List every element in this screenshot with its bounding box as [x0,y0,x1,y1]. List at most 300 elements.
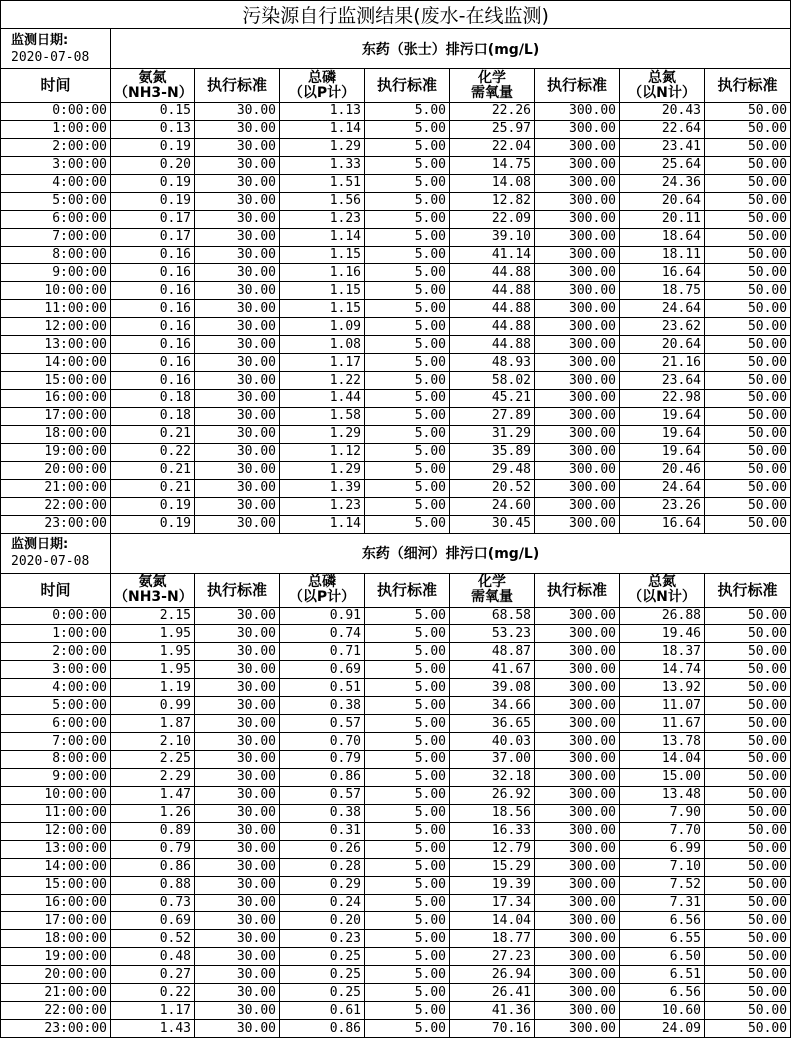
value-cell: 300.00 [535,264,620,282]
value-cell: 19.64 [620,407,705,425]
value-cell: 26.88 [620,607,705,625]
time-cell: 21:00:00 [1,984,111,1002]
value-cell: 300.00 [535,984,620,1002]
table-row [1,192,791,210]
value-cell: 30.00 [195,966,280,984]
value-cell: 1.09 [280,318,365,336]
value-cell: 0.17 [111,228,195,246]
value-cell: 20.64 [620,192,705,210]
value-cell: 26.94 [450,966,535,984]
value-cell: 26.92 [450,786,535,804]
value-cell: 15.00 [620,768,705,786]
value-cell: 300.00 [535,948,620,966]
value-cell: 24.64 [620,300,705,318]
value-cell: 1.14 [280,515,365,533]
table-row [1,1002,791,1020]
value-cell: 0.19 [111,174,195,192]
value-cell: 300.00 [535,407,620,425]
column-header: 总氮 （以N计） [620,69,705,103]
value-cell: 22.04 [450,138,535,156]
value-cell: 1.15 [280,282,365,300]
value-cell: 1.12 [280,443,365,461]
value-cell: 300.00 [535,733,620,751]
value-cell: 5.00 [365,425,450,443]
time-cell: 1:00:00 [1,625,111,643]
value-cell: 39.10 [450,228,535,246]
value-cell: 0.86 [280,1020,365,1038]
table-row [1,407,791,425]
value-cell: 0.91 [280,607,365,625]
value-cell: 53.23 [450,625,535,643]
column-header: 执行标准 [195,573,280,607]
date-label: 监测日期: [11,537,69,552]
value-cell: 5.00 [365,461,450,479]
value-cell: 44.88 [450,282,535,300]
value-cell: 50.00 [705,804,791,822]
value-cell: 300.00 [535,120,620,138]
column-header: 时间 [1,573,111,607]
section-header-row [1,533,791,573]
outlet-name: 东药（细河）排污口(mg/L) [111,533,791,573]
value-cell: 0.22 [111,443,195,461]
column-header: 执行标准 [535,573,620,607]
value-cell: 5.00 [365,497,450,515]
value-cell: 0.16 [111,354,195,372]
time-cell: 15:00:00 [1,876,111,894]
value-cell: 20.52 [450,479,535,497]
value-cell: 27.89 [450,407,535,425]
table-row [1,425,791,443]
value-cell: 300.00 [535,786,620,804]
value-cell: 0.25 [280,948,365,966]
value-cell: 6.51 [620,966,705,984]
value-cell: 300.00 [535,840,620,858]
value-cell: 6.50 [620,948,705,966]
value-cell: 50.00 [705,425,791,443]
value-cell: 5.00 [365,948,450,966]
value-cell: 17.34 [450,894,535,912]
section-header-row [1,29,791,69]
value-cell: 30.00 [195,930,280,948]
table-row [1,156,791,174]
value-cell: 40.03 [450,733,535,751]
time-cell: 10:00:00 [1,282,111,300]
value-cell: 30.00 [195,354,280,372]
value-cell: 30.00 [195,192,280,210]
value-cell: 18.11 [620,246,705,264]
table-row [1,733,791,751]
value-cell: 50.00 [705,156,791,174]
value-cell: 50.00 [705,354,791,372]
value-cell: 14.04 [620,751,705,769]
value-cell: 30.00 [195,515,280,533]
value-cell: 300.00 [535,156,620,174]
value-cell: 5.00 [365,697,450,715]
table-row [1,840,791,858]
value-cell: 6.99 [620,840,705,858]
value-cell: 50.00 [705,697,791,715]
value-cell: 5.00 [365,661,450,679]
value-cell: 300.00 [535,751,620,769]
value-cell: 2.29 [111,768,195,786]
time-cell: 22:00:00 [1,1002,111,1020]
value-cell: 5.00 [365,407,450,425]
time-cell: 20:00:00 [1,461,111,479]
value-cell: 1.22 [280,372,365,390]
table-row [1,282,791,300]
table-row [1,894,791,912]
value-cell: 5.00 [365,103,450,121]
value-cell: 30.00 [195,390,280,408]
value-cell: 41.67 [450,661,535,679]
value-cell: 1.95 [111,625,195,643]
value-cell: 50.00 [705,894,791,912]
value-cell: 22.26 [450,103,535,121]
time-cell: 1:00:00 [1,120,111,138]
value-cell: 300.00 [535,930,620,948]
value-cell: 20.64 [620,336,705,354]
value-cell: 7.10 [620,858,705,876]
value-cell: 0.79 [280,751,365,769]
table-row [1,804,791,822]
value-cell: 0.71 [280,643,365,661]
column-header: 氨氮 （NH3-N） [111,573,195,607]
value-cell: 44.88 [450,336,535,354]
value-cell: 30.00 [195,984,280,1002]
value-cell: 300.00 [535,103,620,121]
value-cell: 0.22 [111,984,195,1002]
value-cell: 50.00 [705,607,791,625]
value-cell: 14.04 [450,912,535,930]
value-cell: 0.70 [280,733,365,751]
value-cell: 1.15 [280,246,365,264]
value-cell: 0.21 [111,479,195,497]
value-cell: 0.13 [111,120,195,138]
value-cell: 0.16 [111,300,195,318]
value-cell: 300.00 [535,804,620,822]
date-label: 监测日期: [11,32,69,48]
table-row [1,948,791,966]
value-cell: 10.60 [620,1002,705,1020]
value-cell: 50.00 [705,174,791,192]
time-cell: 23:00:00 [1,1020,111,1038]
value-cell: 0.21 [111,461,195,479]
value-cell: 1.23 [280,497,365,515]
value-cell: 6.56 [620,984,705,1002]
column-header: 执行标准 [365,69,450,103]
table-row [1,607,791,625]
value-cell: 50.00 [705,840,791,858]
value-cell: 300.00 [535,515,620,533]
value-cell: 0.31 [280,822,365,840]
value-cell: 5.00 [365,156,450,174]
table-row [1,858,791,876]
value-cell: 24.64 [620,479,705,497]
table-row [1,461,791,479]
value-cell: 50.00 [705,768,791,786]
time-cell: 6:00:00 [1,210,111,228]
value-cell: 300.00 [535,1020,620,1038]
value-cell: 11.67 [620,715,705,733]
value-cell: 300.00 [535,210,620,228]
value-cell: 44.88 [450,264,535,282]
value-cell: 30.00 [195,443,280,461]
value-cell: 23.41 [620,138,705,156]
time-cell: 2:00:00 [1,138,111,156]
value-cell: 50.00 [705,461,791,479]
value-cell: 300.00 [535,318,620,336]
value-cell: 300.00 [535,876,620,894]
date-value: 2020-07-08 [11,554,90,569]
value-cell: 5.00 [365,372,450,390]
value-cell: 5.00 [365,840,450,858]
value-cell: 36.65 [450,715,535,733]
value-cell: 1.39 [280,479,365,497]
value-cell: 300.00 [535,661,620,679]
value-cell: 30.00 [195,715,280,733]
value-cell: 5.00 [365,228,450,246]
table-row [1,120,791,138]
value-cell: 300.00 [535,425,620,443]
time-cell: 5:00:00 [1,697,111,715]
value-cell: 50.00 [705,966,791,984]
value-cell: 0.20 [111,156,195,174]
value-cell: 30.00 [195,228,280,246]
time-cell: 13:00:00 [1,840,111,858]
value-cell: 30.00 [195,282,280,300]
value-cell: 30.00 [195,336,280,354]
value-cell: 50.00 [705,336,791,354]
value-cell: 300.00 [535,607,620,625]
value-cell: 29.48 [450,461,535,479]
value-cell: 13.78 [620,733,705,751]
value-cell: 50.00 [705,479,791,497]
value-cell: 300.00 [535,966,620,984]
value-cell: 0.17 [111,210,195,228]
value-cell: 50.00 [705,948,791,966]
value-cell: 22.64 [620,120,705,138]
value-cell: 30.00 [195,210,280,228]
value-cell: 50.00 [705,679,791,697]
value-cell: 2.15 [111,607,195,625]
value-cell: 5.00 [365,858,450,876]
value-cell: 6.55 [620,930,705,948]
value-cell: 5.00 [365,1020,450,1038]
value-cell: 30.00 [195,461,280,479]
title-row [1,1,791,29]
value-cell: 0.26 [280,840,365,858]
column-header: 执行标准 [705,573,791,607]
value-cell: 0.25 [280,984,365,1002]
value-cell: 300.00 [535,894,620,912]
time-cell: 9:00:00 [1,264,111,282]
table-row [1,210,791,228]
table-row [1,697,791,715]
value-cell: 30.00 [195,264,280,282]
value-cell: 18.56 [450,804,535,822]
value-cell: 50.00 [705,103,791,121]
value-cell: 20.11 [620,210,705,228]
value-cell: 50.00 [705,822,791,840]
value-cell: 1.56 [280,192,365,210]
column-header: 化学 需氧量 [450,69,535,103]
value-cell: 18.77 [450,930,535,948]
table-row [1,228,791,246]
monitoring-date [1,29,111,69]
value-cell: 1.95 [111,643,195,661]
time-cell: 12:00:00 [1,822,111,840]
value-cell: 50.00 [705,858,791,876]
value-cell: 5.00 [365,733,450,751]
time-cell: 22:00:00 [1,497,111,515]
value-cell: 22.09 [450,210,535,228]
value-cell: 1.14 [280,228,365,246]
time-cell: 15:00:00 [1,372,111,390]
column-header: 化学 需氧量 [450,573,535,607]
time-cell: 6:00:00 [1,715,111,733]
table-row [1,479,791,497]
value-cell: 5.00 [365,354,450,372]
value-cell: 1.95 [111,661,195,679]
time-cell: 3:00:00 [1,661,111,679]
time-cell: 13:00:00 [1,336,111,354]
value-cell: 0.21 [111,425,195,443]
value-cell: 0.16 [111,264,195,282]
value-cell: 5.00 [365,607,450,625]
time-cell: 8:00:00 [1,751,111,769]
value-cell: 50.00 [705,300,791,318]
table-row [1,930,791,948]
value-cell: 30.00 [195,894,280,912]
value-cell: 300.00 [535,822,620,840]
value-cell: 0.73 [111,894,195,912]
value-cell: 30.00 [195,786,280,804]
value-cell: 5.00 [365,300,450,318]
value-cell: 30.00 [195,804,280,822]
value-cell: 34.66 [450,697,535,715]
time-cell: 3:00:00 [1,156,111,174]
table-row [1,264,791,282]
table-row [1,246,791,264]
value-cell: 5.00 [365,174,450,192]
value-cell: 300.00 [535,300,620,318]
value-cell: 24.60 [450,497,535,515]
table-row [1,643,791,661]
table-row [1,661,791,679]
value-cell: 5.00 [365,246,450,264]
time-cell: 0:00:00 [1,607,111,625]
value-cell: 44.88 [450,300,535,318]
value-cell: 30.45 [450,515,535,533]
value-cell: 300.00 [535,192,620,210]
value-cell: 50.00 [705,497,791,515]
value-cell: 5.00 [365,822,450,840]
value-cell: 5.00 [365,192,450,210]
value-cell: 20.43 [620,103,705,121]
value-cell: 50.00 [705,120,791,138]
value-cell: 1.87 [111,715,195,733]
value-cell: 50.00 [705,930,791,948]
column-header: 执行标准 [195,69,280,103]
value-cell: 1.17 [280,354,365,372]
value-cell: 5.00 [365,715,450,733]
value-cell: 7.31 [620,894,705,912]
value-cell: 0.27 [111,966,195,984]
value-cell: 19.46 [620,625,705,643]
date-value: 2020-07-08 [11,49,90,65]
value-cell: 300.00 [535,715,620,733]
value-cell: 50.00 [705,282,791,300]
value-cell: 0.88 [111,876,195,894]
value-cell: 6.56 [620,912,705,930]
value-cell: 21.16 [620,354,705,372]
value-cell: 20.46 [620,461,705,479]
table-row [1,912,791,930]
value-cell: 50.00 [705,733,791,751]
value-cell: 0.19 [111,515,195,533]
value-cell: 30.00 [195,840,280,858]
value-cell: 12.82 [450,192,535,210]
value-cell: 48.93 [450,354,535,372]
value-cell: 68.58 [450,607,535,625]
value-cell: 22.98 [620,390,705,408]
value-cell: 0.74 [280,625,365,643]
value-cell: 0.28 [280,858,365,876]
value-cell: 50.00 [705,390,791,408]
time-cell: 5:00:00 [1,192,111,210]
value-cell: 58.02 [450,372,535,390]
time-cell: 8:00:00 [1,246,111,264]
table-row [1,300,791,318]
value-cell: 50.00 [705,1020,791,1038]
value-cell: 30.00 [195,661,280,679]
value-cell: 0.16 [111,372,195,390]
table-row [1,876,791,894]
table-row [1,138,791,156]
time-cell: 4:00:00 [1,174,111,192]
value-cell: 5.00 [365,318,450,336]
value-cell: 0.16 [111,318,195,336]
value-cell: 50.00 [705,912,791,930]
value-cell: 50.00 [705,318,791,336]
value-cell: 5.00 [365,515,450,533]
value-cell: 0.16 [111,282,195,300]
value-cell: 5.00 [365,912,450,930]
value-cell: 70.16 [450,1020,535,1038]
value-cell: 0.69 [280,661,365,679]
value-cell: 0.52 [111,930,195,948]
value-cell: 5.00 [365,984,450,1002]
value-cell: 2.25 [111,751,195,769]
value-cell: 0.16 [111,246,195,264]
value-cell: 19.39 [450,876,535,894]
value-cell: 1.14 [280,120,365,138]
value-cell: 5.00 [365,930,450,948]
value-cell: 50.00 [705,1002,791,1020]
value-cell: 7.70 [620,822,705,840]
value-cell: 27.23 [450,948,535,966]
value-cell: 50.00 [705,515,791,533]
time-cell: 10:00:00 [1,786,111,804]
value-cell: 14.75 [450,156,535,174]
value-cell: 300.00 [535,643,620,661]
value-cell: 5.00 [365,264,450,282]
value-cell: 0.18 [111,407,195,425]
value-cell: 14.74 [620,661,705,679]
value-cell: 48.87 [450,643,535,661]
value-cell: 0.19 [111,138,195,156]
value-cell: 300.00 [535,479,620,497]
